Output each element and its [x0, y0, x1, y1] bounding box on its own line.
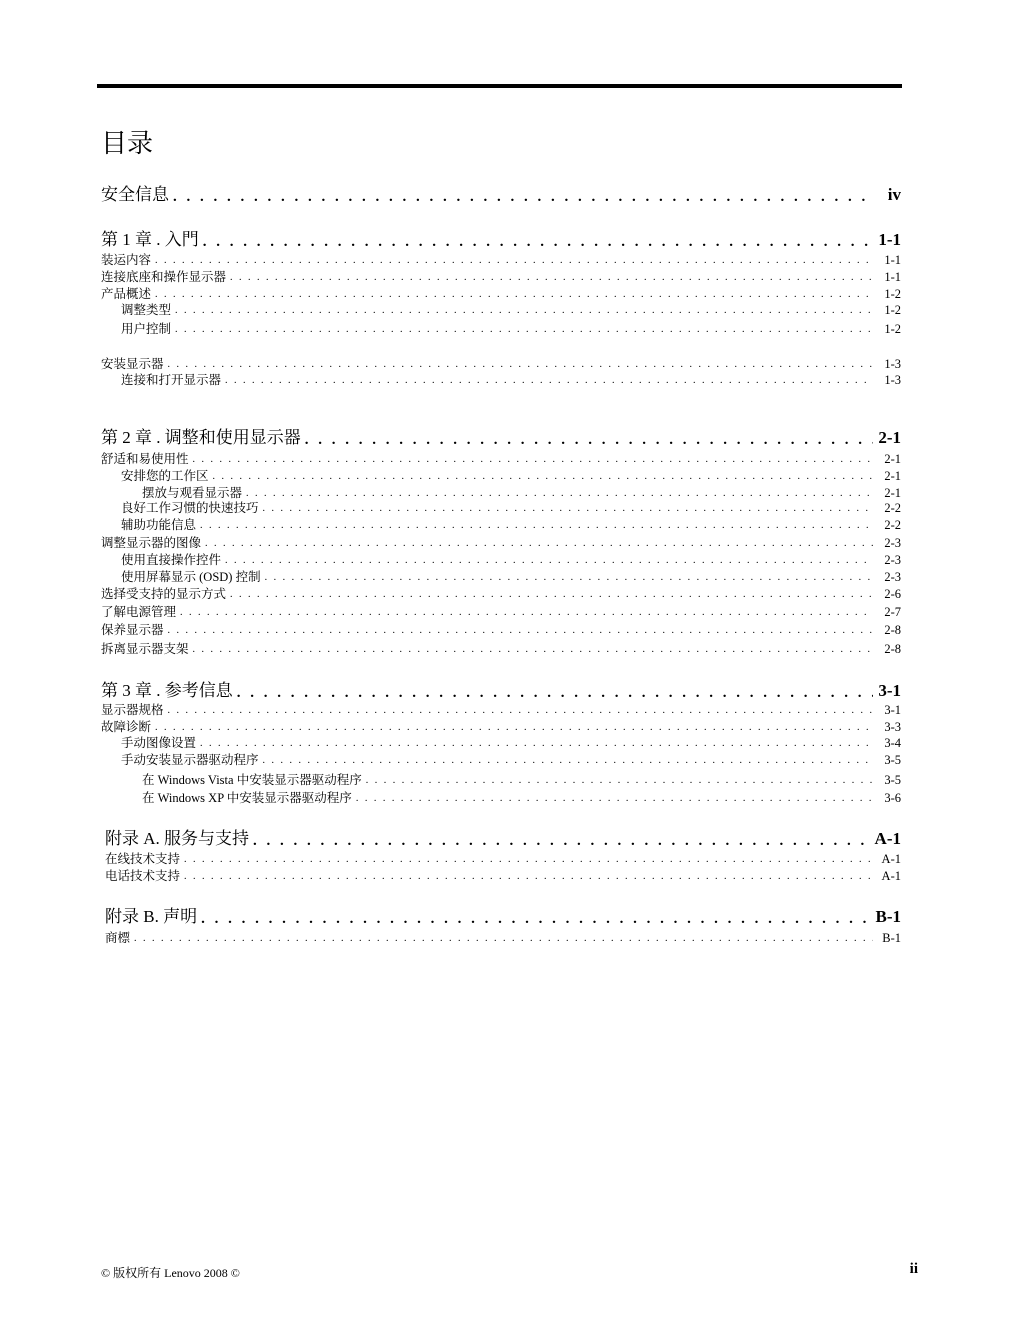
- toc-leader-dots: [168, 624, 873, 638]
- toc-entry-label: 了解电源管理: [101, 605, 177, 619]
- toc-entry-label: 故障诊断: [101, 720, 152, 734]
- toc-entry-label: 使用屏幕显示 (OSD) 控制: [121, 570, 261, 584]
- toc-entry-label: 连接和打开显示器: [121, 373, 222, 387]
- toc-entry-page: 2-1: [884, 486, 901, 500]
- toc-leader-dots: [155, 288, 873, 302]
- toc-entry-label: 安排您的工作区: [121, 469, 209, 483]
- toc-entry[interactable]: [121, 372, 901, 388]
- toc-leader-dots: [305, 431, 873, 449]
- toc-entry-page: 3-5: [884, 753, 901, 767]
- toc-entry-label: 安装显示器: [101, 357, 164, 371]
- toc-entry-label: 产品概述: [101, 287, 152, 301]
- toc-leader-dots: [155, 721, 873, 735]
- toc-leader-dots: [366, 774, 873, 788]
- toc-entry-label: 连接底座和操作显示器: [101, 270, 227, 284]
- toc-leader-dots: [356, 792, 873, 806]
- toc-entry[interactable]: [101, 604, 901, 620]
- toc-entry[interactable]: [101, 719, 901, 735]
- toc-entry-page: 2-1: [878, 428, 901, 447]
- toc-entry-page: 2-1: [884, 469, 901, 483]
- toc-entry-label: 在线技术支持: [105, 852, 181, 866]
- toc-entry-page: 2-3: [884, 553, 901, 567]
- footer-page-number: ii: [909, 1261, 918, 1277]
- toc-leader-dots: [193, 643, 873, 657]
- toc-leader-dots: [205, 537, 873, 551]
- toc-entry-page: 3-3: [884, 720, 901, 734]
- footer-copyright: © 版权所有 Lenovo 2008 ©: [101, 1266, 240, 1280]
- toc-entry-label: 显示器规格: [101, 703, 164, 717]
- toc-entry-page: 3-1: [878, 681, 901, 700]
- toc-entry-label: 电话技术支持: [105, 869, 181, 883]
- toc-entry-page: 1-2: [884, 322, 901, 336]
- toc-entry[interactable]: [121, 569, 901, 585]
- toc-entry[interactable]: [121, 752, 901, 768]
- toc-entry[interactable]: [101, 451, 901, 467]
- toc-entry-page: 2-3: [884, 570, 901, 584]
- toc-entry-label: 良好工作习惯的快速技巧: [121, 501, 259, 515]
- toc-leader-dots: [225, 554, 873, 568]
- toc-entry-label: 舒适和易使用性: [101, 452, 189, 466]
- toc-entry-page: 2-2: [884, 501, 901, 515]
- toc-entry-label: 商標: [105, 931, 131, 945]
- toc-leader-dots: [213, 470, 873, 484]
- toc-entry[interactable]: [121, 552, 901, 568]
- toc-entry[interactable]: [101, 641, 901, 657]
- toc-entry-label: 在 Windows XP 中安装显示器驱动程序: [142, 791, 352, 805]
- toc-entry-page: 2-6: [884, 587, 901, 601]
- toc-entry-label: 安全信息: [101, 185, 169, 204]
- toc-leader-dots: [246, 487, 873, 501]
- toc-leader-dots: [237, 684, 873, 702]
- toc-entry[interactable]: [101, 586, 901, 602]
- toc-entry[interactable]: [142, 485, 901, 501]
- toc-entry-label: 保养显示器: [101, 623, 164, 637]
- toc-leader-dots: [253, 832, 871, 850]
- toc-entry-page: 3-6: [884, 791, 901, 805]
- toc-entry[interactable]: [121, 735, 901, 751]
- toc-entry-label: 附录 B. 声明: [105, 907, 198, 926]
- toc-entry-page: 1-2: [884, 287, 901, 301]
- toc-entry-page: 1-1: [884, 253, 901, 267]
- toc-leader-dots: [184, 853, 873, 867]
- toc-entry-page: 3-4: [884, 736, 901, 750]
- toc-entry-label: 附录 A. 服务与支持: [105, 829, 250, 848]
- toc-leader-dots: [168, 704, 873, 718]
- toc-entry[interactable]: [121, 517, 901, 533]
- toc-leader-dots: [225, 374, 873, 388]
- toc-chapter-entry[interactable]: [101, 229, 901, 251]
- toc-leader-dots: [201, 910, 871, 928]
- toc-entry-page: A-1: [881, 869, 901, 883]
- toc-chapter-entry[interactable]: [101, 427, 901, 449]
- toc-entry-page: 2-7: [884, 605, 901, 619]
- toc-leader-dots: [230, 588, 873, 602]
- toc-entry[interactable]: [142, 790, 901, 806]
- toc-leader-dots: [263, 502, 873, 516]
- toc-entry-page: 1-1: [884, 270, 901, 284]
- toc-leader-dots: [175, 304, 873, 318]
- toc-entry-label: 辅助功能信息: [121, 518, 197, 532]
- toc-leader-dots: [230, 271, 873, 285]
- toc-entry[interactable]: [101, 269, 901, 285]
- toc-chapter-entry[interactable]: [105, 828, 901, 850]
- toc-entry-page: A-1: [874, 829, 901, 848]
- toc-entry-page: 3-1: [884, 703, 901, 717]
- toc-leader-dots: [134, 932, 873, 946]
- toc-entry-page: B-1: [875, 907, 901, 926]
- toc-entry-page: 2-1: [884, 452, 901, 466]
- toc-entry-label: 用户控制: [121, 322, 172, 336]
- toc-entry[interactable]: [105, 851, 901, 867]
- toc-entry[interactable]: [101, 286, 901, 302]
- toc-leader-dots: [180, 606, 873, 620]
- toc-entry-page: 2-3: [884, 536, 901, 550]
- toc-entry-label: 装运内容: [101, 253, 152, 267]
- toc-entry-label: 手动图像设置: [121, 736, 197, 750]
- toc-entry-label: 拆离显示器支架: [101, 642, 189, 656]
- toc-entry[interactable]: [101, 702, 901, 718]
- toc-chapter-entry[interactable]: [101, 184, 901, 206]
- toc-leader-dots: [155, 254, 873, 268]
- toc-entry[interactable]: [101, 356, 901, 372]
- toc-entry-label: 第 1 章 . 入門: [101, 230, 199, 249]
- toc-entry-page: iv: [887, 185, 901, 204]
- toc-entry-label: 第 2 章 . 调整和使用显示器: [101, 428, 301, 447]
- toc-leader-dots: [175, 323, 873, 337]
- toc-leader-dots: [184, 870, 873, 884]
- toc-entry[interactable]: [105, 930, 901, 946]
- toc-entry-page: A-1: [881, 852, 901, 866]
- toc-entry[interactable]: [105, 868, 901, 884]
- toc-entry-page: 2-8: [884, 642, 901, 656]
- toc-leader-dots: [265, 571, 873, 585]
- toc-leader-dots: [200, 519, 873, 533]
- toc-entry-label: 调整显示器的图像: [101, 536, 202, 550]
- toc-entry[interactable]: [121, 302, 901, 318]
- toc-entry-label: 调整类型: [121, 303, 172, 317]
- toc-chapter-entry[interactable]: [101, 680, 901, 702]
- toc-chapter-entry[interactable]: [105, 906, 901, 928]
- toc-entry-page: 1-3: [884, 373, 901, 387]
- toc-leader-dots: [193, 453, 873, 467]
- toc-entry-label: 第 3 章 . 参考信息: [101, 681, 233, 700]
- toc-entry-page: B-1: [882, 931, 901, 945]
- page-title: 目录: [101, 129, 154, 158]
- toc-entry[interactable]: [121, 468, 901, 484]
- toc-leader-dots: [168, 358, 873, 372]
- toc-leader-dots: [200, 737, 873, 751]
- toc-entry-label: 手动安装显示器驱动程序: [121, 753, 259, 767]
- toc-leader-dots: [173, 188, 873, 206]
- toc-leader-dots: [263, 754, 873, 768]
- toc-entry-label: 摆放与观看显示器: [142, 486, 243, 500]
- toc-entry-page: 2-2: [884, 518, 901, 532]
- toc-entry-page: 2-8: [884, 623, 901, 637]
- toc-entry[interactable]: [142, 772, 901, 788]
- toc-entry[interactable]: [121, 321, 901, 337]
- toc-entry[interactable]: [101, 535, 901, 551]
- toc-entry[interactable]: [101, 622, 901, 638]
- toc-entry-label: 在 Windows Vista 中安装显示器驱动程序: [142, 773, 362, 787]
- toc-entry-page: 3-5: [884, 773, 901, 787]
- toc-entry-page: 1-1: [878, 230, 901, 249]
- toc-entry[interactable]: [101, 252, 901, 268]
- toc-entry-page: 1-2: [884, 303, 901, 317]
- toc-entry-label: 选择受支持的显示方式: [101, 587, 227, 601]
- toc-entry[interactable]: [121, 500, 901, 516]
- toc-leader-dots: [203, 233, 873, 251]
- toc-entry-page: 1-3: [884, 357, 901, 371]
- toc-entry-label: 使用直接操作控件: [121, 553, 222, 567]
